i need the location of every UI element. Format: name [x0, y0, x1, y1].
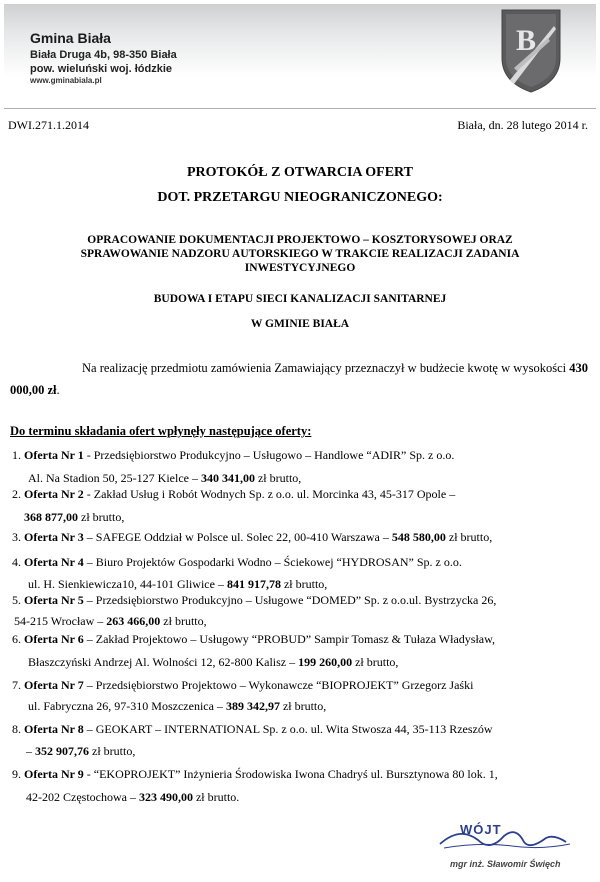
offer-description: – GEOKART – INTERNATIONAL Sp. z o.o. ul. Wita Stwosza 44, 35-113 Rzeszów: [83, 722, 493, 736]
offer-price: 389 342,97: [225, 699, 280, 713]
offer-description: – SAFEGE Oddział w Polsce ul. Solec 22, 00-410 Warszawa –: [83, 530, 392, 544]
offer-address: ul. Fabryczna 26, 97-310 Moszczenica –: [28, 699, 226, 713]
offer-label: Oferta Nr 7: [24, 678, 84, 692]
offer-price: 323 490,00: [138, 790, 193, 804]
offer-address: Błaszczyński Andrzej Al. Wolności 12, 62-800 Kalisz –: [28, 655, 299, 669]
offer-9-line-2: [26, 790, 239, 805]
offer-description: – Przedsiębiorstwo Projektowo – Wykonawcze “BIOPROJEKT” Grzegorz Jaśki: [83, 678, 474, 692]
offer-address: Al. Na Stadion 50, 25-127 Kielce –: [28, 471, 201, 485]
offer-number: 5.: [12, 593, 21, 607]
offer-address: ul. H. Sienkiewicza10, 44-101 Gliwice –: [28, 577, 227, 591]
stamp-title: WÓJT: [460, 822, 502, 837]
letterhead-website: www.gminabiala.pl: [30, 76, 102, 85]
offer-price: 199 260,00: [298, 655, 353, 669]
offer-suffix: zł brutto,: [279, 699, 327, 713]
offer-label: Oferta Nr 5: [24, 593, 84, 607]
offer-2-line-1: [12, 487, 455, 502]
offer-6-line-1: [12, 632, 495, 647]
offer-8-line-1: [12, 722, 493, 737]
offer-1-line-1: [12, 448, 454, 463]
project-line-1: BUDOWA I ETAPU SIECI KANALIZACJI SANITARNEJ: [153, 293, 447, 305]
offer-suffix: zł brutto,: [445, 530, 493, 544]
signature-underline: [444, 844, 570, 848]
project-line-2: W GMINIE BIAŁA: [250, 318, 350, 330]
offer-number: 7.: [12, 678, 21, 692]
budget-text: Na realizację przedmiotu zamówienia Zamawiający przeznaczył w budżecie kwotę w wysokości: [82, 361, 567, 375]
offer-number: 9.: [12, 767, 21, 781]
offer-suffix: zł brutto,: [78, 510, 125, 524]
offer-7-line-2: [28, 699, 326, 714]
offer-price: 352 907,76: [35, 744, 89, 758]
offer-6-line-2: [28, 655, 398, 670]
offer-description: – Zakład Projektowo – Usługowy “PROBUD” Sampir Tomasz & Tułaza Władysław,: [83, 632, 495, 646]
budget-end: .: [56, 383, 60, 397]
offer-suffix: zł brutto.: [192, 790, 240, 804]
offer-suffix: zł brutto,: [254, 471, 302, 485]
offer-label: Oferta Nr 8: [24, 722, 84, 736]
offer-price: 263 466,00: [106, 614, 161, 628]
offer-2-line-2: [24, 510, 124, 525]
offer-4-line-1: [12, 555, 462, 570]
letterhead-region: pow. wieluński woj. łódzkie: [30, 63, 173, 75]
signatory-name: mgr inż. Sławomir Święch: [450, 859, 561, 869]
offer-price: 368 877,00: [24, 510, 78, 524]
offer-description: – Przedsiębiorstwo Produkcyjno – Usługowe “DOMED” Sp. z o.o.ul. Bystrzycka 26,: [83, 593, 497, 607]
gmina-crest-logo: [500, 8, 562, 94]
offer-label: Oferta Nr 6: [24, 632, 84, 646]
offer-address: 42-202 Częstochowa –: [26, 790, 139, 804]
offer-price: 841 917,78: [226, 577, 281, 591]
offer-3-line-1: [12, 530, 492, 545]
letterhead-name: Gmina Biała: [30, 30, 111, 46]
subject-line-1: OPRACOWANIE DOKUMENTACJI PROJEKTOWO – KOSZTORYSOWEJ ORAZ: [87, 234, 513, 246]
offer-8-line-2: [26, 744, 135, 759]
offer-description: - Zakład Usług i Robót Wodnych Sp. z o.o. ul. Morcinka 43, 45-317 Opole –: [83, 487, 456, 501]
offer-9-line-1: [12, 767, 498, 782]
subject-block: [20, 233, 580, 275]
signature-stamp: [420, 812, 590, 880]
offer-description: - “EKOPROJEKT” Inżynieria Środowiska Iwona Chadryś ul. Bursztynowa 80 lok. 1,: [83, 767, 498, 781]
offer-price: 340 341,00: [200, 471, 255, 485]
title-line-1: PROTOKÓŁ Z OTWARCIA OFERT: [186, 165, 413, 180]
offer-number: 8.: [12, 722, 21, 736]
offer-description: - Przedsiębiorstwo Produkcyjno – Usługowo – Handlowe “ADIR” Sp. z o.o.: [83, 448, 455, 462]
svg-text:B: B: [515, 24, 537, 57]
offer-label: Oferta Nr 3: [24, 530, 84, 544]
handwritten-signature: [440, 832, 566, 845]
offer-price: 548 580,00: [391, 530, 446, 544]
offer-label: Oferta Nr 1: [24, 448, 84, 462]
offer-number: 4.: [12, 555, 21, 569]
budget-amount: 430 000,00 zł: [10, 361, 588, 397]
offer-4-line-2: [28, 577, 327, 592]
letterhead: [4, 4, 596, 109]
subject-line-3: INWESTYCYJNEGO: [244, 262, 356, 274]
offer-address: –: [26, 744, 35, 758]
offer-label: Oferta Nr 9: [24, 767, 84, 781]
offer-address: 54-215 Wrocław –: [14, 614, 107, 628]
offer-label: Oferta Nr 4: [24, 555, 84, 569]
offer-7-line-1: [12, 678, 473, 693]
offer-number: 6.: [12, 632, 21, 646]
offer-number: 1.: [12, 448, 21, 462]
date-place: Biała, dn. 28 lutego 2014 r.: [457, 118, 588, 132]
subject-line-2: SPRAWOWANIE NADZORU AUTORSKIEGO W TRAKCIE REALIZACJI ZADANIA: [80, 248, 520, 260]
offer-number: 3.: [12, 530, 21, 544]
offer-label: Oferta Nr 2: [24, 487, 84, 501]
offer-5-line-1: [12, 593, 496, 608]
offers-heading: Do terminu składania ofert wpłynęły następujące oferty:: [10, 424, 312, 438]
letterhead-address: Biała Druga 4b, 98-350 Biała: [30, 49, 177, 61]
document-reference: DWI.271.1.2014: [8, 118, 89, 132]
offer-5-line-2: [14, 614, 207, 629]
offer-suffix: zł brutto,: [89, 744, 136, 758]
offer-1-line-2: [28, 471, 301, 486]
offer-suffix: zł brutto,: [280, 577, 328, 591]
budget-paragraph: [10, 357, 588, 401]
offer-number: 2.: [12, 487, 21, 501]
offer-suffix: zł brutto,: [160, 614, 207, 628]
offer-description: – Biuro Projektów Gospodarki Wodno – Ściekowej “HYDROSAN” Sp. z o.o.: [83, 555, 462, 569]
offer-suffix: zł brutto,: [352, 655, 399, 669]
title-line-2: DOT. PRZETARGU NIEOGRANICZONEGO:: [157, 190, 443, 205]
